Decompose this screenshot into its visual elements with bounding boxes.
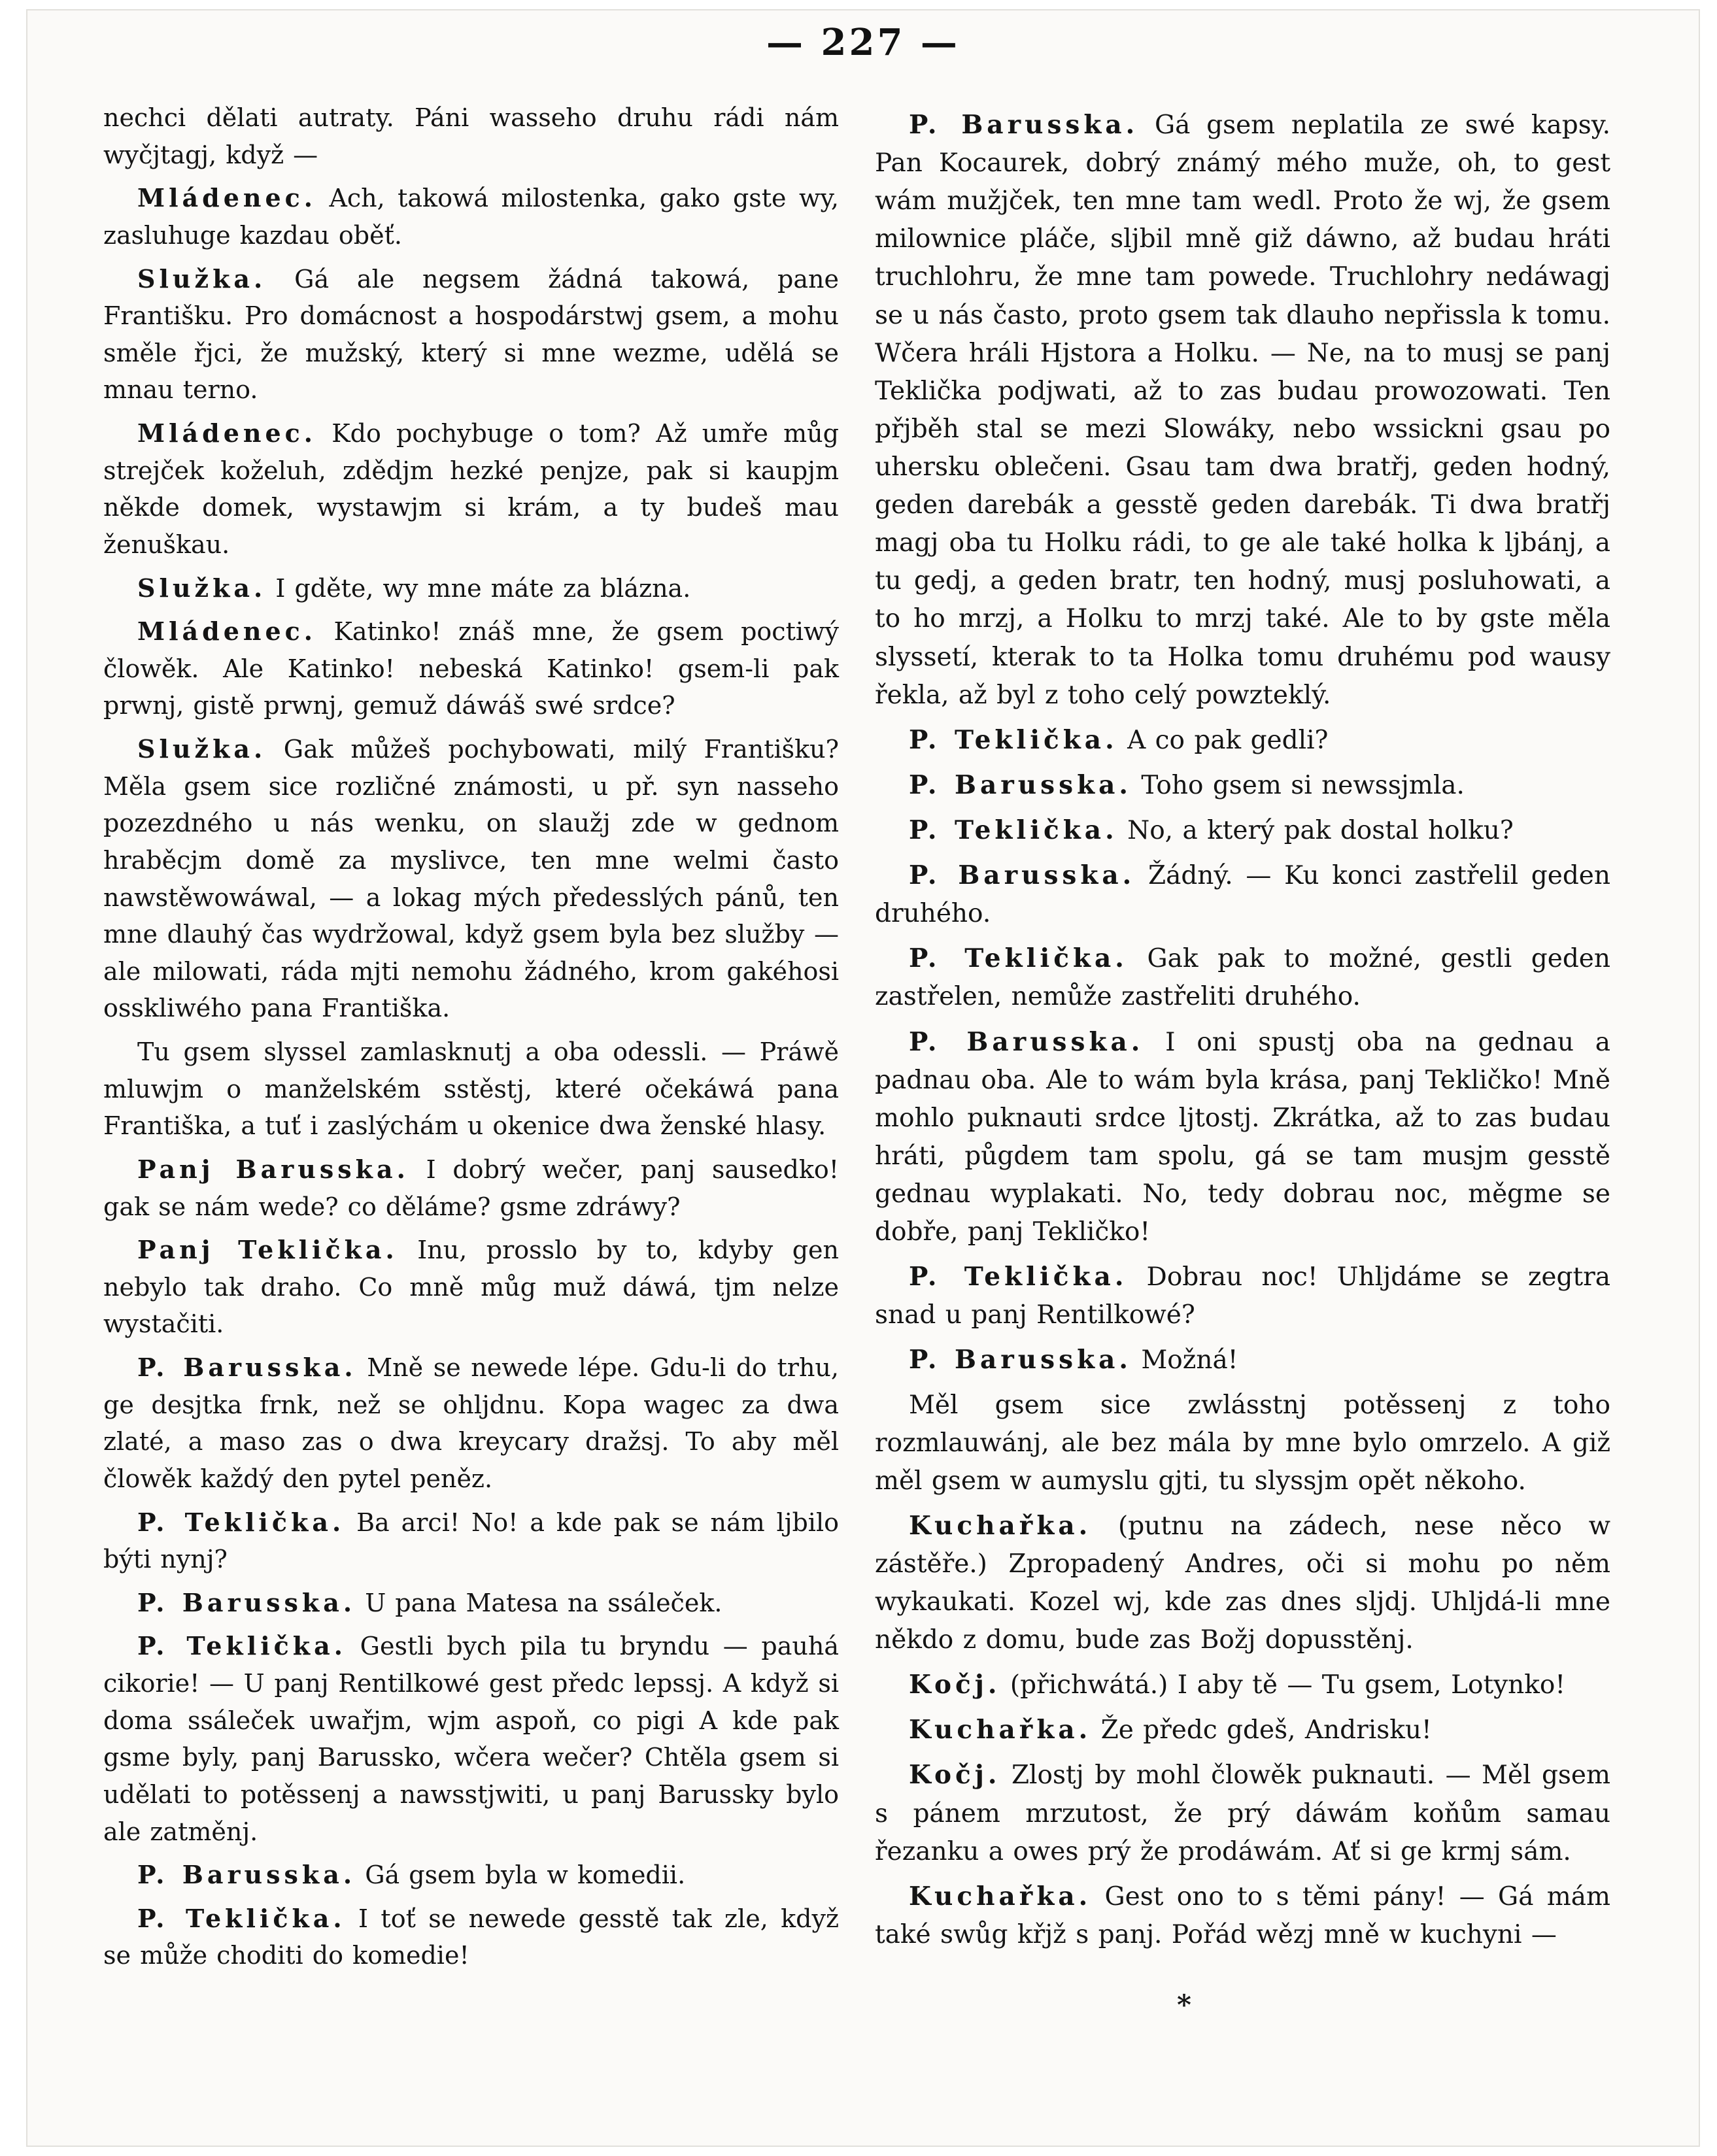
paragraph-text: Ba arci! No! a kde pak se nám ljbilo býti nynj? [103,1508,839,1574]
paragraph [103,99,839,173]
paragraph-text: Ach, takowá milostenka, gako gste wy, zasluhuge kazdau oběť. [103,184,839,250]
paragraph [875,939,1610,1016]
paragraph-text: (přichwátá.) I aby tě — Tu gsem, Lotynko! [1010,1670,1566,1700]
paragraph-text: I toť se newede gesstě tak zle, když se může choditi do komedie! [103,1904,839,1970]
speaker-name: P. Teklička. [137,1631,347,1661]
paragraph-text: nechci dělati autraty. Páni wasseho druhu rádi nám wyčjtagj, když — [103,103,839,169]
paragraph [875,1756,1610,1870]
paragraph [875,1507,1610,1659]
speaker-name: Služka. [137,263,267,294]
paragraph [103,570,839,607]
paragraph [103,1857,839,1894]
page-number: — 227 — [766,21,960,64]
paragraph [103,613,839,724]
paragraph [103,1900,839,1974]
paragraph [875,1023,1610,1252]
paragraph [875,1258,1610,1334]
speaker-name: Kuchařka. [909,1715,1092,1745]
paragraph-text: No, a který pak dostal holku? [1127,815,1514,845]
paragraph-text: Gak můžeš pochybowati, milý Františku? Měla gsem sice rozličné známosti, u př. syn nasseho pozezdného u nás wenku, on slaužj zde w gednom hraběcjm domě za myslivce, ten mne welmi často nawstěwowáwal, — a lokag mých předesslých pánů, ten mne dlauhý čas wydržowal, když gsem byla bez služby — ale milowati, ráda mjti nemohu žádného, krom gakéhosi osskliwého pana Františka. [103,735,839,1023]
paragraph [875,766,1610,805]
speaker-name: Mládenec. [137,418,317,448]
paragraph-text: U pana Matesa na ssáleček. [365,1588,722,1617]
speaker-name: P. Barusska. [909,860,1136,891]
paragraph-text: Katinko! znáš mne, že gsem poctiwý člowěk. Ale Katinko! nebeská Katinko! gsem-li pak prwnj, gistě prwnj, gemuž dáwáš swé srdce? [103,617,839,720]
paragraph-text: Gest ono to s těmi pány! — Gá mám také swůg křjž s panj. Pořád wězj mně w kuchyni — [875,1881,1610,1949]
paragraph [875,1711,1610,1749]
paragraph [875,106,1610,715]
paragraph-text: Mně se newede lépe. Gdu-li do trhu, ge desjtka frnk, než se ohljdnu. Kopa wagec za dwa zlaté, a maso zas o dwa kreycary dražsj. To aby měl člowěk každý den pytel peněz. [103,1353,839,1493]
speaker-name: P. Teklička. [909,943,1128,974]
speaker-name: P. Teklička. [137,1903,346,1933]
paragraph-text: I gděte, wy mne máte za blázna. [275,573,691,603]
speaker-name: Kočj. [909,1760,1001,1791]
paragraph-text: Kdo pochybuge o tom? Až umře můg strejček koželuh, zdědjm hezké penjze, pak si kaupjm někde domek, wystawjm si krám, a ty budeš mau ženuškau. [103,419,839,559]
paragraph-text: Zlostj by mohl člowěk puknauti. — Měl gsem s pánem mrzutost, že prý dáwám koňům samau řezanku a owes prý že prodáwám. Ať si ge krmj sám. [875,1760,1610,1866]
speaker-name: P. Teklička. [909,1262,1128,1292]
paragraph [875,1387,1610,1500]
paragraph [875,856,1610,933]
paragraph-text: A co pak gedli? [1127,725,1329,755]
paragraph-text: Gak pak to možné, gestli geden zastřelen, nemůže zastřeliti druhého. [875,944,1610,1012]
speaker-name: P. Barusska. [137,1353,357,1382]
speaker-name: Mládenec. [137,183,317,213]
paragraph-text: Že předc gdeš, Andrisku! [1100,1715,1432,1745]
paragraph-text: Inu, prosslo by to, kdyby gen nebylo tak draho. Co mně můg muž dáwá, tjm nelze wystačiti. [103,1236,839,1339]
paragraph [103,1232,839,1343]
speaker-name: P. Barusska. [909,1026,1144,1057]
paragraph-text: I dobrý wečer, panj sausedko! gak se nám wede? co děláme? gsme zdráwy? [103,1154,840,1221]
paragraph-text: Gá gsem byla w komedii. [365,1861,686,1890]
paragraph [103,1349,839,1498]
speaker-name: P. Teklička. [909,815,1118,845]
newspaper-page [26,9,1700,2147]
speaker-name: P. Barusska. [909,1345,1132,1375]
paragraph [875,1666,1610,1704]
paragraph-text: Žádný. — Ku konci zastřelil geden druhého. [875,861,1610,929]
speaker-name: Mládenec. [137,616,317,647]
speaker-name: P. Teklička. [909,724,1118,755]
speaker-name: Kuchařka. [909,1881,1092,1912]
paragraph [103,1585,839,1622]
speaker-name: P. Barusska. [137,1587,356,1617]
speaker-name: Kočj. [909,1670,1001,1700]
paragraph [875,1878,1610,1954]
paragraph-text: Měl gsem sice zwlásstnj potěssenj z toho rozmlauwánj, ale bez mála by mne bylo omrzelo. A giž měl gsem w aumyslu gjti, tu slyssjm opět někoho. [875,1390,1610,1496]
paragraph-text: Toho gsem si newssjmla. [1141,770,1465,800]
paragraph [103,1034,839,1145]
paragraph-text: Gá gsem neplatila ze swé kapsy. Pan Kocaurek, dobrý známý mého muže, oh, to gest wám mužjček, ten mne tam wedl. Proto že wj, že gsem milownice pláče, sljbil mně giž dáwno, až budau hráti truchlohru, že mne tam powede. Truchlohry nedáwagj se u nás často, proto gsem tak dlauho nepřissla k tomu. Wčera hráli Hjstora a Holku. — Ne, na to musj se panj Teklička podjwati, až to zas budau prowozowati. Ten přjběh stal se mezi Slowáky, nebo wssickni gsau po uhersku oblečeni. Gsau tam dwa bratřj, geden hodný, geden darebák a gesstě geden darebák. Ti dwa bratřj magj oba tu Holku rádi, to ge ale také holka k ljbánj, a tu gedj, a geden bratr, ten hodný, musj posluhowati, a to ho mrzj, a Holku to mrzj také. Ale to by gste měla slyssetí, kterak to ta Holka tomu druhému pod wausy řekla, až byl z toho celý powzteklý. [875,110,1610,710]
paragraph-text: (putnu na zádech, nese něco w zástěře.) Zpropadený Andres, oči si mohu po něm wykaukati. Kozel wj, kde zas dnes sljdj. Uhljdá-li mne někdo z domu, bude zas Božj dopusstěnj. [875,1511,1610,1655]
paragraph-text: Dobrau noc! Uhljdáme se zegtra snad u panj Rentilkowé? [875,1262,1611,1330]
speaker-name: P. Barusska. [137,1860,356,1890]
paragraph [103,415,839,564]
paragraph [875,1341,1610,1379]
paragraph-text: I oni spustj oba na gednau a padnau oba. Ale to wám byla krása, panj Tekličko! Mně mohlo puknauti srdce ljtostj. Zkrátka, až to zas budau hráti, půgdem tam spolu, gá se tam musjm gesstě gednau wyplakati. No, tedy dobrau noc, měgme se dobře, panj Tekličko! [875,1027,1610,1247]
paragraph [103,1151,839,1225]
paragraph [875,721,1610,760]
paragraph [103,731,839,1027]
signature-mark: * [1177,1989,1191,2021]
speaker-name: Panj Barusska. [137,1154,409,1184]
paragraph [103,261,839,409]
left-column [103,99,839,1974]
paragraph-text: Možná! [1141,1345,1238,1375]
paragraph-text: Tu gsem slyssel zamlasknutj a oba odessli. — Práwě mluwjm o manželském sstěstj, které očekáwá pana Františka, a tuť i zaslýchám u okenice dwa ženské hlasy. [103,1037,839,1141]
speaker-name: Služka. [137,573,267,603]
paragraph-text: Gestli bych pila tu bryndu — pauhá cikorie! — U panj Rentilkowé gest předc lepssj. A když si doma ssáleček uwařjm, wjm aspoň, co pigi A kde pak gsme byly, panj Barussko, wčera wečer? Chtěla gsem si udělati to potěssenj a nawsstjwiti, u panj Barussky bylo ale zatměnj. [103,1632,839,1846]
speaker-name: Panj Teklička. [137,1235,398,1265]
paragraph [103,1628,839,1850]
paragraph [875,811,1610,850]
speaker-name: P. Barusska. [909,769,1132,800]
paragraph [103,1504,839,1578]
speaker-name: Služka. [137,734,267,764]
speaker-name: Kuchařka. [909,1510,1092,1541]
right-column [875,99,1610,1954]
speaker-name: P. Teklička. [137,1507,345,1537]
speaker-name: P. Barusska. [909,110,1139,140]
paragraph-text: Gá ale negsem žádná takowá, pane Františku. Pro domácnost a hospodárstwj gsem, a mohu směle řjci, že mužský, který si mne wezme, udělá se mnau terno. [103,264,839,405]
paragraph [103,180,839,254]
